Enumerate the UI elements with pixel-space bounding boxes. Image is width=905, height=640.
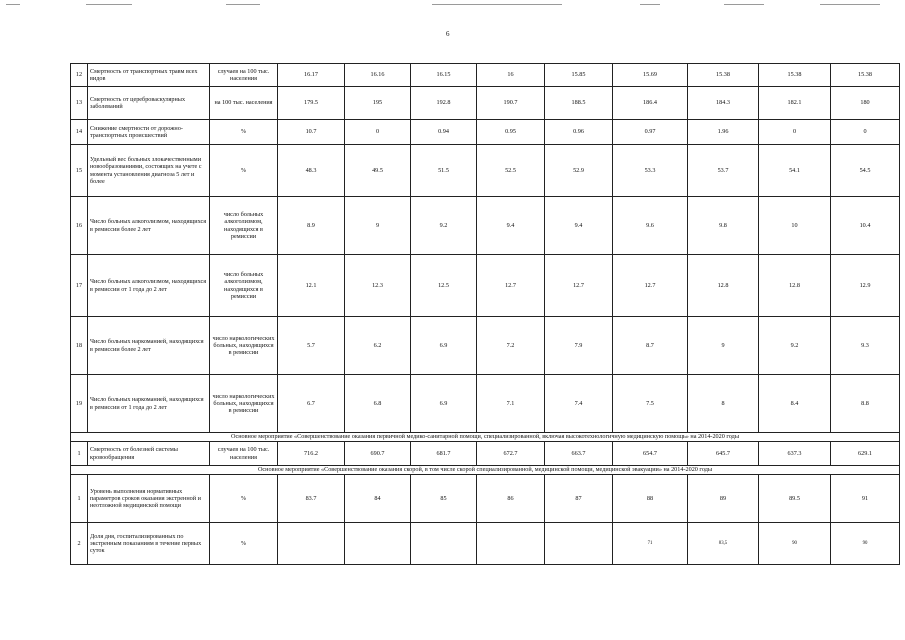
value-cell: 8.4 [759,375,831,433]
value-cell: 9.3 [831,317,900,375]
value-cell [345,523,411,565]
value-cell: 89.5 [759,475,831,523]
section-title: Основное мероприятие «Совершенствование оказания первичной медико-санитарной помощи, специализированной, включая высокотехнологичную медицинскую помощь» на 2014-2020 годы [71,433,900,442]
value-cell: 88 [613,475,688,523]
value-cell: 6.8 [345,375,411,433]
value-cell: 87 [545,475,613,523]
indicator-name: Смертность от болезней системы кровообращения [88,442,210,466]
value-cell: 91 [831,475,900,523]
value-cell: 12.8 [688,255,759,317]
value-cell: 0 [831,120,900,145]
table-row [71,64,900,87]
value-cell: 16 [477,64,545,87]
indicator-name: Смертность от цереброваскулярных заболеваний [88,87,210,120]
table-row [71,523,900,565]
value-cell: 12.1 [278,255,345,317]
value-cell: 9 [688,317,759,375]
value-cell: 9.2 [411,197,477,255]
indicator-unit: на 100 тыс. населения [210,87,278,120]
indicators-table [70,63,900,565]
indicator-name: Доля дня, госпитализированных по экстренным показаниям в течение первых суток [88,523,210,565]
table-row [71,197,900,255]
value-cell: 663.7 [545,442,613,466]
value-cell: 49.5 [345,145,411,197]
value-cell: 9.2 [759,317,831,375]
value-cell: 15.69 [613,64,688,87]
value-cell: 690.7 [345,442,411,466]
value-cell: 190.7 [477,87,545,120]
value-cell: 7.1 [477,375,545,433]
value-cell: 672.7 [477,442,545,466]
value-cell: 12.7 [477,255,545,317]
value-cell: 52.5 [477,145,545,197]
value-cell: 180 [831,87,900,120]
indicator-unit: % [210,475,278,523]
row-number: 15 [71,145,88,197]
value-cell [477,523,545,565]
value-cell: 86 [477,475,545,523]
indicator-unit: % [210,145,278,197]
value-cell [278,523,345,565]
indicator-unit: % [210,120,278,145]
value-cell: 71 [613,523,688,565]
value-cell: 54.1 [759,145,831,197]
value-cell: 8.9 [278,197,345,255]
row-number: 1 [71,442,88,466]
value-cell: 83.7 [278,475,345,523]
value-cell [411,523,477,565]
value-cell: 681.7 [411,442,477,466]
indicator-name: Уровень выполнения нормативных параметров сроков оказания экстренной и неотложной медицинской помощи [88,475,210,523]
value-cell: 16.16 [345,64,411,87]
value-cell: 16.15 [411,64,477,87]
value-cell: 12.7 [613,255,688,317]
indicator-name: Снижение смертности от дорожно-транспортных происшествий [88,120,210,145]
value-cell: 6.9 [411,375,477,433]
value-cell: 8.7 [613,317,688,375]
indicator-unit: случаев на 100 тыс. населения [210,64,278,87]
value-cell: 629.1 [831,442,900,466]
value-cell: 53.3 [613,145,688,197]
value-cell: 15.38 [688,64,759,87]
value-cell: 48.3 [278,145,345,197]
section-title: Основное мероприятие «Совершенствование оказания скорой, в том числе скорой специализированной, медицинской помощи, медицинской эвакуации» на 2014-2020 годы [71,466,900,475]
value-cell: 9 [345,197,411,255]
value-cell: 16.17 [278,64,345,87]
scan-edge-marks [0,2,905,8]
value-cell: 15.38 [831,64,900,87]
value-cell: 0.96 [545,120,613,145]
value-cell: 51.5 [411,145,477,197]
indicator-name: Число больных алкоголизмом, находящихся в ремиссии от 1 года до 2 лет [88,255,210,317]
indicator-name: Число больных наркоманией, находящихся в ремиссии от 1 года до 2 лет [88,375,210,433]
value-cell: 7.4 [545,375,613,433]
value-cell: 12.5 [411,255,477,317]
table-row [71,255,900,317]
value-cell: 12.7 [545,255,613,317]
indicator-unit: число наркологических больных, находящихся в ремиссии [210,317,278,375]
value-cell: 182.1 [759,87,831,120]
value-cell: 54.5 [831,145,900,197]
table-row [71,375,900,433]
row-number: 13 [71,87,88,120]
value-cell: 85 [411,475,477,523]
indicator-name: Смертность от транспортных травм всех видов [88,64,210,87]
value-cell: 84 [345,475,411,523]
value-cell: 179.5 [278,87,345,120]
value-cell: 90 [831,523,900,565]
table-row [71,442,900,466]
table-row [71,120,900,145]
value-cell: 6.9 [411,317,477,375]
table-row [71,145,900,197]
table-row [71,87,900,120]
value-cell: 5.7 [278,317,345,375]
value-cell: 654.7 [613,442,688,466]
value-cell: 186.4 [613,87,688,120]
indicator-unit: число наркологических больных, находящихся в ремиссии [210,375,278,433]
value-cell: 0 [759,120,831,145]
value-cell: 1.96 [688,120,759,145]
value-cell: 10.7 [278,120,345,145]
row-number: 2 [71,523,88,565]
value-cell: 89 [688,475,759,523]
value-cell: 12.9 [831,255,900,317]
value-cell: 9.4 [545,197,613,255]
value-cell: 716.2 [278,442,345,466]
value-cell: 0.94 [411,120,477,145]
value-cell: 195 [345,87,411,120]
value-cell: 0.97 [613,120,688,145]
value-cell: 52.9 [545,145,613,197]
row-number: 16 [71,197,88,255]
value-cell: 83,5 [688,523,759,565]
value-cell: 7.9 [545,317,613,375]
value-cell: 188.5 [545,87,613,120]
indicator-name: Удельный вес больных злокачественными новообразованиями, состоящих на учете с момента установления диагноза 5 лет и более [88,145,210,197]
value-cell: 0.95 [477,120,545,145]
indicator-name: Число больных наркоманией, находящихся в ремиссии более 2 лет [88,317,210,375]
section-row-emergency-care [71,466,900,475]
value-cell: 15.85 [545,64,613,87]
value-cell: 12.8 [759,255,831,317]
value-cell: 10.4 [831,197,900,255]
value-cell: 7.5 [613,375,688,433]
value-cell: 192.8 [411,87,477,120]
value-cell: 12.3 [345,255,411,317]
row-number: 19 [71,375,88,433]
value-cell: 637.3 [759,442,831,466]
value-cell: 184.3 [688,87,759,120]
table-row [71,475,900,523]
indicator-unit: число больных алкоголизмом, находящихся в ремиссии [210,197,278,255]
row-number: 12 [71,64,88,87]
row-number: 1 [71,475,88,523]
value-cell: 9.6 [613,197,688,255]
value-cell: 8 [688,375,759,433]
row-number: 14 [71,120,88,145]
value-cell: 6.7 [278,375,345,433]
value-cell: 9.4 [477,197,545,255]
value-cell: 645.7 [688,442,759,466]
row-number: 18 [71,317,88,375]
value-cell: 7.2 [477,317,545,375]
value-cell: 0 [345,120,411,145]
value-cell: 9.8 [688,197,759,255]
value-cell: 6.2 [345,317,411,375]
value-cell: 53.7 [688,145,759,197]
indicator-name: Число больных алкоголизмом, находящихся в ремиссии более 2 лет [88,197,210,255]
table-row [71,317,900,375]
row-number: 17 [71,255,88,317]
value-cell: 15.38 [759,64,831,87]
value-cell: 10 [759,197,831,255]
value-cell: 8.8 [831,375,900,433]
value-cell [545,523,613,565]
indicator-unit: % [210,523,278,565]
page-number: 6 [446,30,450,38]
indicator-unit: число больных алкоголизмом, находящихся в ремиссии [210,255,278,317]
section-row-primary-care [71,433,900,442]
indicator-unit: случаев на 100 тыс. населения [210,442,278,466]
value-cell: 90 [759,523,831,565]
